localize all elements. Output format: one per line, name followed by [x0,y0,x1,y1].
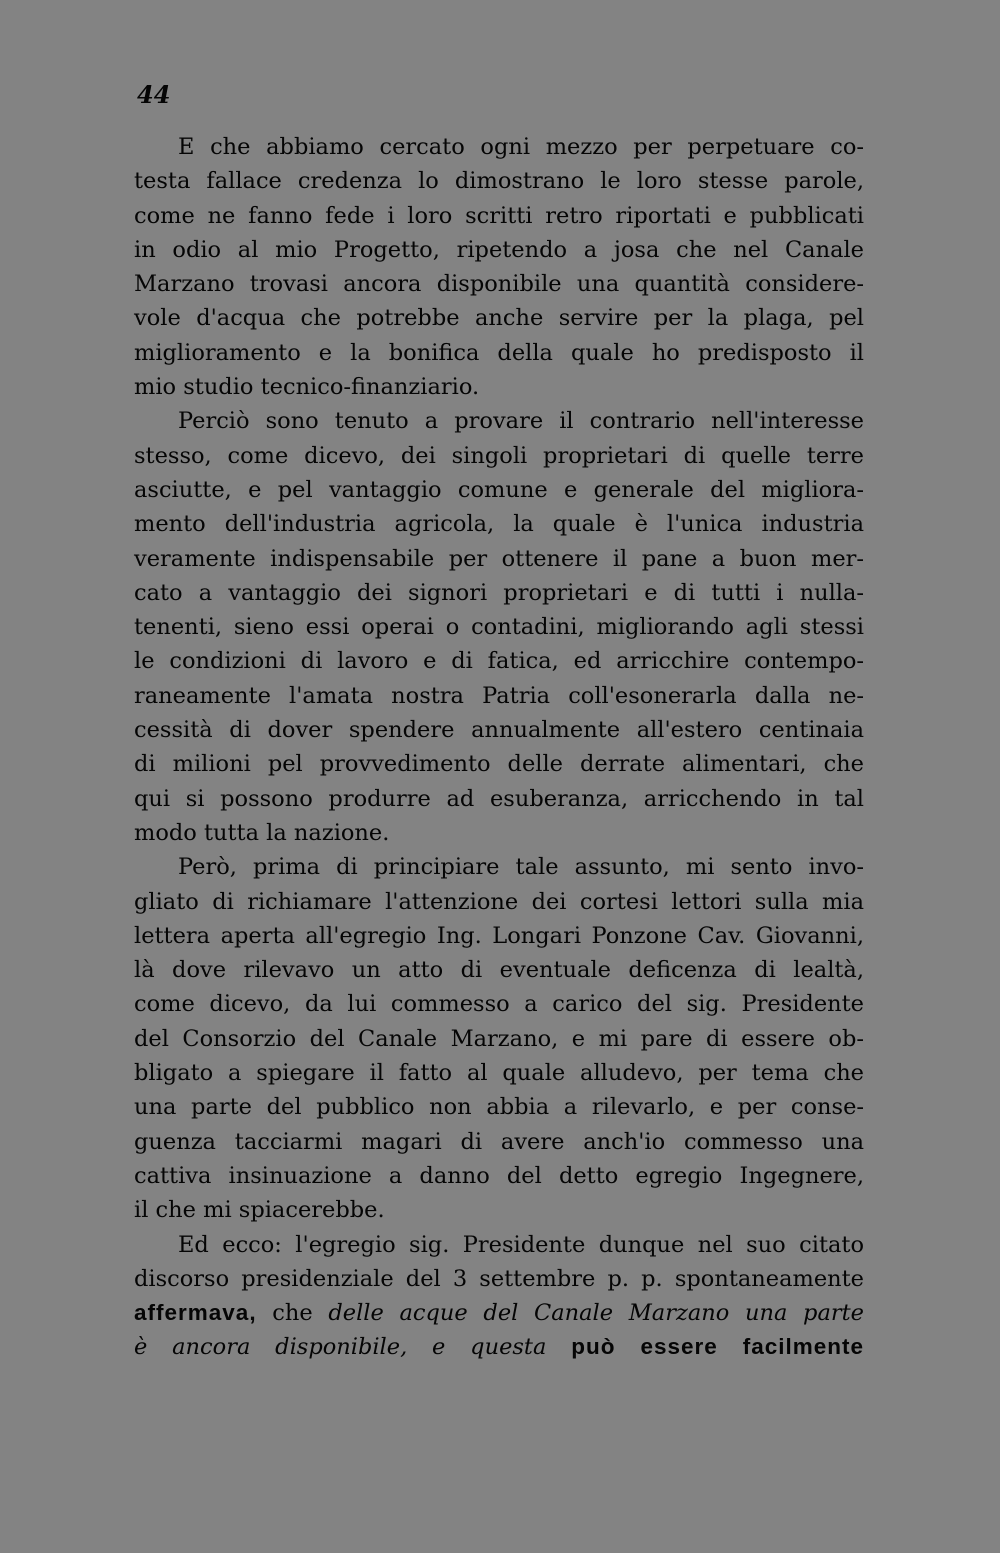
text-line: lettera aperta all'egregio Ing. Longari Ponzone Cav. Giovanni, [134,922,864,949]
text-line: Perciò sono tenuto a provare il contrario nell'interesse [178,408,864,435]
text-line: guenza tacciarmi magari di avere anch'io commesso una [134,1128,864,1155]
italic-quote: delle acque del Canale Marzano una parte [328,1300,864,1327]
text-line: cato a vantaggio dei signori proprietari e di tutti i nulla- [134,579,864,606]
text-line: in odio al mio Progetto, ripetendo a josa che nel Canale [134,236,864,263]
body-text [134,130,864,1365]
emphasized-phrase: può essere facilmente [546,1334,864,1360]
text-line: Però, prima di principiare tale assunto, mi sento invo- [178,854,864,881]
text-line: asciutte, e pel vantaggio comune e generale del migliora- [134,476,864,503]
italic-quote: è ancora disponibile, e questa [134,1334,547,1361]
text-line: miglioramento e la bonifica della quale ho predisposto il [134,339,864,366]
text-line: Marzano trovasi ancora disponibile una quantità considere- [134,271,864,298]
text-line: E che abbiamo cercato ogni mezzo per perpetuare co- [178,134,864,160]
text-line-mixed [134,1296,864,1330]
text-line: cattiva insinuazione a danno del detto egregio Ingegnere, [134,1162,864,1189]
paragraph-2 [134,404,864,850]
text-line: stesso, come dicevo, dei singoli proprietari di quelle terre [134,442,864,469]
text-line: raneamente l'amata nostra Patria coll'esonerarla dalla ne- [134,682,864,709]
text-line: come dicevo, da lui commesso a carico del sig. Presidente [134,991,864,1018]
text-line: gliato di richiamare l'attenzione dei cortesi lettori sulla mia [134,888,864,915]
paragraph-1 [134,130,864,404]
page-number: 44 [137,80,171,109]
text-line: qui si possono produrre ad esuberanza, arricchendo in tal [134,785,864,812]
text-line: il che mi spiacerebbe. [134,1197,385,1224]
text-line: tenenti, sieno essi operai o contadini, migliorando agli stessi [134,614,864,641]
text-line: bligato a spiegare il fatto al quale alludevo, per tema che [134,1060,864,1087]
text-line: mento dell'industria agricola, la quale è l'unica industria [134,511,864,538]
text-line: come ne fanno fede i loro scritti retro riportati e pubblicati [134,202,864,229]
text-run: che [256,1300,329,1327]
text-line: una parte del pubblico non abbia a rilevarlo, e per conse- [134,1094,864,1121]
text-line: di milioni pel provvedimento delle derrate alimentari, che [134,751,864,778]
text-line: vole d'acqua che potrebbe anche servire per la plaga, pel [134,305,864,332]
text-line: modo tutta la nazione. [134,819,390,846]
text-line: là dove rilevavo un atto di eventuale deficenza di lealtà, [134,957,864,984]
text-line: veramente indispensabile per ottenere il pane a buon mer- [134,545,864,572]
paragraph-3 [134,850,864,1227]
text-line: discorso presidenziale del 3 settembre p. p. spontaneamente [134,1265,864,1292]
text-line: mio studio tecnico-finanziario. [134,374,480,401]
text-line: Ed ecco: l'egregio sig. Presidente dunque nel suo citato [178,1231,864,1258]
text-line: del Consorzio del Canale Marzano, e mi pare di essere ob- [134,1025,864,1052]
paragraph-4 [134,1228,864,1365]
emphasized-word: affermava, [134,1300,257,1326]
text-line: le condizioni di lavoro e di fatica, ed arricchire contempo- [134,648,864,675]
text-line: testa fallace credenza lo dimostrano le loro stesse parole, [134,168,864,195]
text-line-mixed [134,1330,864,1364]
text-line: cessità di dover spendere annualmente all'estero centinaia [134,717,864,744]
